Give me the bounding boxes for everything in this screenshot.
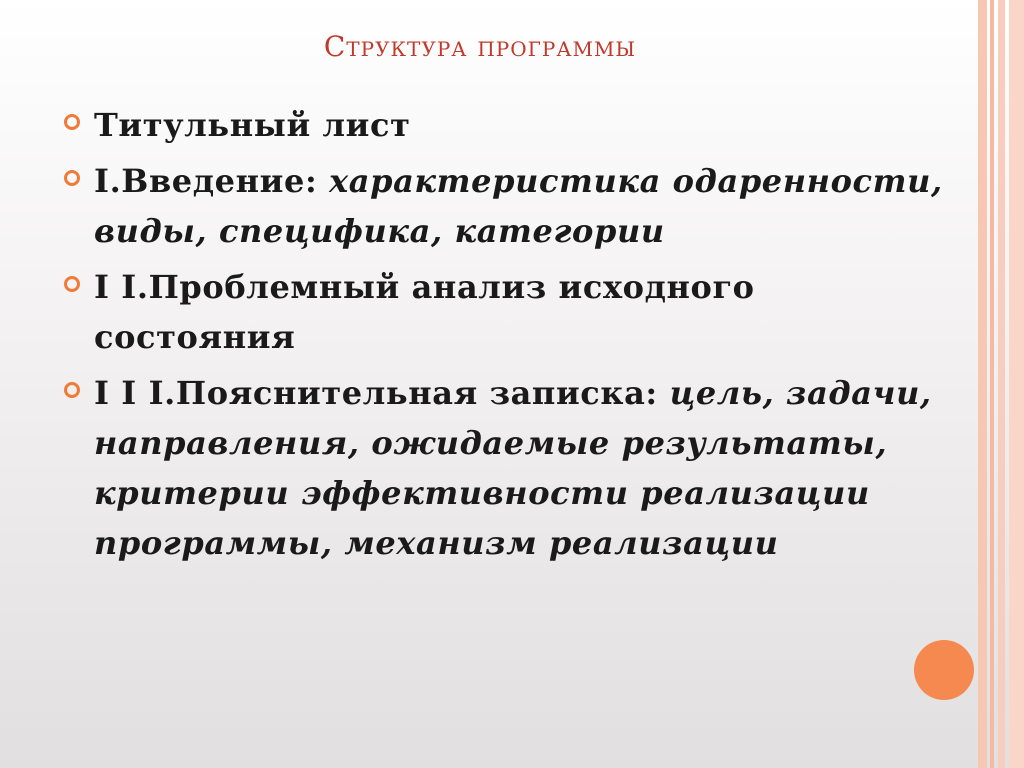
list-item [64,156,944,256]
ring-bullet-icon [64,382,80,398]
item-lead: Титульный лист [94,106,411,144]
item-detail: характеристика одаренности, виды, специфика, категории [94,162,943,250]
ring-bullet-icon [64,114,80,130]
list-item [64,100,944,150]
decor-stripe [998,0,1005,768]
item-lead: I.Введение: [94,162,330,200]
decor-circle [914,640,974,700]
item-lead: I I.Проблемный анализ исходного состояния [94,268,755,356]
list-item [64,262,944,362]
item-detail: цель, задачи, направления, ожидаемые результаты, критерии эффективности реализации программы, механизм реализации [94,374,932,562]
decor-stripe [978,0,987,768]
list-item [64,368,944,568]
ring-bullet-icon [64,170,80,186]
list-item-text [94,262,944,362]
ring-bullet-icon [64,276,80,292]
decor-stripe [990,0,994,768]
decor-stripe [1009,0,1024,768]
slide-title: Структура программы [323,30,637,63]
item-lead: I I I.Пояснительная записка: [94,374,670,412]
list-item-text [94,368,944,568]
list-item-text [94,156,944,256]
list-item-text [94,100,944,150]
bullet-list [64,100,944,574]
